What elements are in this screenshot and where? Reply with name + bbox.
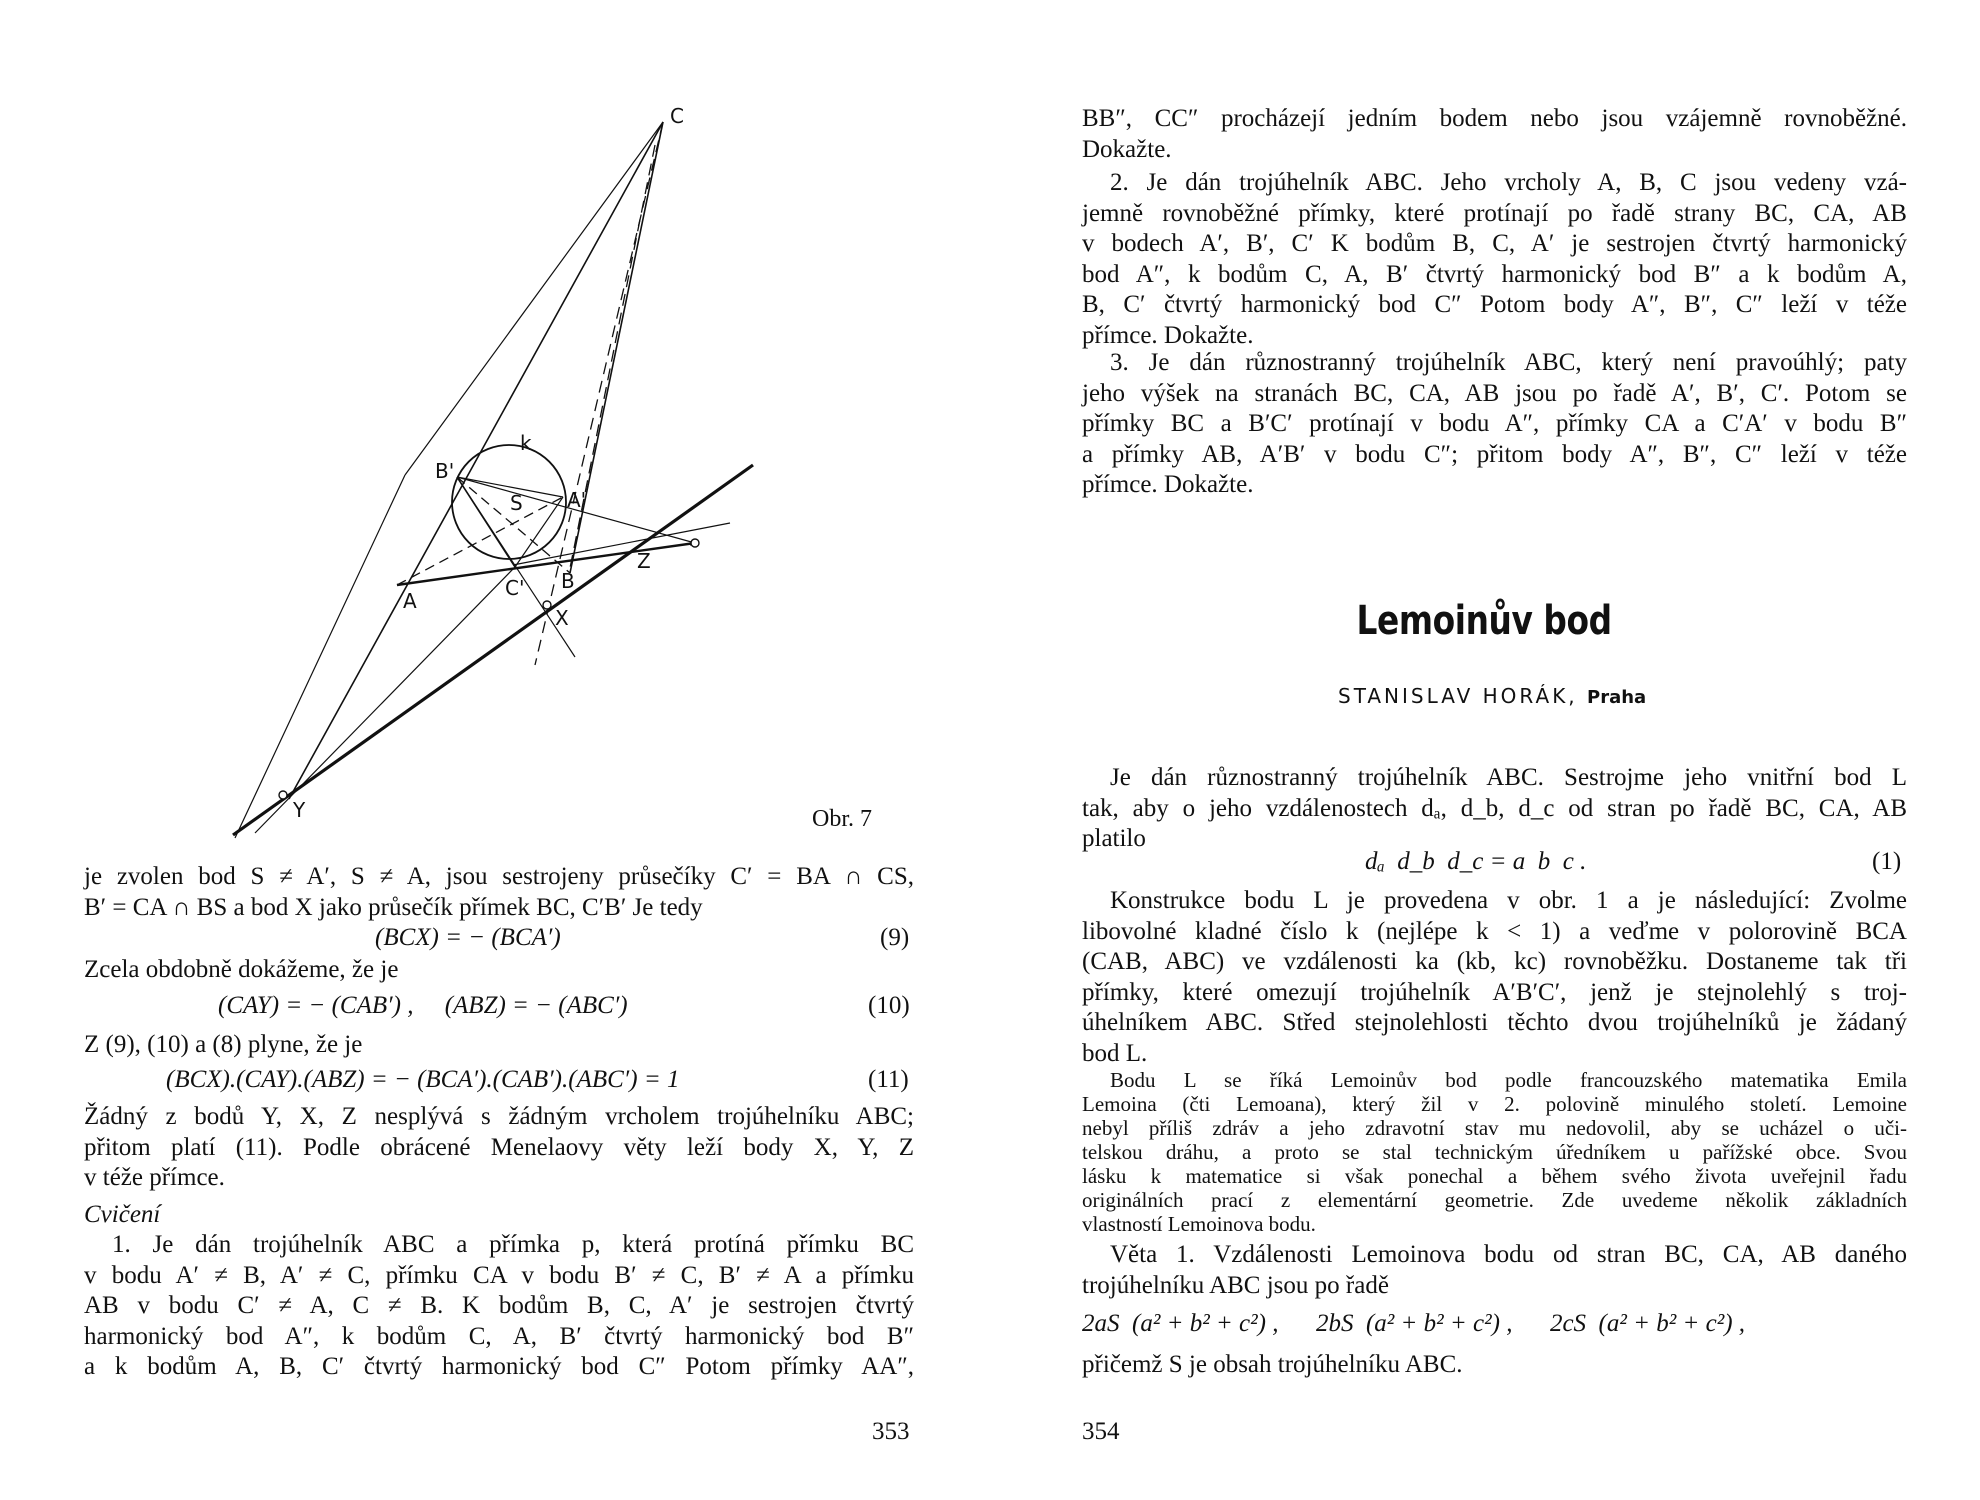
text-line: 1. Je dán trojúhelník ABC a přímka p, která protíná přímku BC (112, 1231, 914, 1258)
paragraph-similarly: Zcela obdobně dokážeme, že je (84, 956, 399, 983)
label-y: Y (293, 798, 306, 822)
author-city: Praha (1587, 687, 1647, 708)
label-c1: C' (505, 576, 525, 600)
label-a: A (403, 589, 417, 613)
page-number: 353 (872, 1418, 910, 1445)
text-line: telskou dráhu, a proto se stal technickým úředníkem u pařížské obce. Svou (1082, 1140, 1907, 1164)
line-yc1 (255, 567, 515, 833)
text-line: harmonický bod A″, k bodům C, A, B′ čtvrtý harmonický bod B″ (84, 1322, 914, 1350)
label-c: C (670, 105, 684, 128)
theorem-tail: přičemž S je obsah trojúhelníku ABC. (1082, 1351, 1463, 1378)
text-line: originálních prací z elementární geometrie. Zde uvedeme několik základních (1082, 1188, 1907, 1212)
equation-9: (BCX) = − (BCA′) (375, 924, 561, 951)
history-paragraph (1082, 1068, 1907, 1236)
text-line: B, C′ čtvrtý harmonický bod C″ Potom body A″, B″, C″ leží v téže (1082, 291, 1907, 318)
equation-1: dₐ d_b d_c = a b c . (1365, 848, 1587, 875)
text-line: vlastností Lemoinova bodu. (1082, 1212, 1316, 1236)
equation-10: (CAY) = − (CAB′) , (ABZ) = − (ABC′) (218, 992, 628, 1019)
text-line: v bodech A′, B′, C′ K bodům B, C, A′ je sestrojen čtvrtý harmonický (1082, 230, 1907, 257)
equation-1-number: (1) (1872, 848, 1902, 875)
text-line: přímce. Dokažte. (1082, 471, 1254, 498)
text-line: jemně rovnoběžné přímky, které protínají po řadě strany BC, CA, AB (1082, 199, 1907, 227)
article-author (1338, 684, 1646, 708)
label-z: Z (637, 549, 651, 573)
text-line: BB″, CC″ procházejí jedním bodem nebo jsou vzájemně rovnoběžné. (1082, 105, 1907, 132)
text-line: 3. Je dán různostranný trojúhelník ABC, který není pravoúhlý; paty (1110, 349, 1907, 376)
exercise-3 (1082, 348, 1907, 501)
label-b: B (561, 569, 575, 593)
text-line: přitom platí (11). Podle obrácené Menelaovy věty leží body X, Y, Z (84, 1133, 914, 1161)
exercise-2 (1082, 168, 1907, 351)
text-line: Bodu L se říká Lemoinův bod podle francouzského matematika Emila (1110, 1068, 1907, 1092)
text-line: a přímky AB, A′B′ v bodu C″; přitom body A″, B″, C″ leží v téže (1082, 440, 1907, 468)
text-line: Konstrukce bodu L je provedena v obr. 1 a je následující: Zvolme (1110, 887, 1907, 914)
geometry-figure (225, 105, 785, 845)
paragraph-follows: Z (9), (10) a (8) plyne, že je (84, 1031, 363, 1058)
text-line: AB v bodu C′ ≠ A, C ≠ B. K bodům B, C, A′ je sestrojen čtvrtý (84, 1292, 914, 1319)
line-cy (289, 122, 663, 799)
author-name: STANISLAV HORÁK, (1338, 684, 1578, 708)
text-line: 2. Je dán trojúhelník ABC. Jeho vrcholy A, B, C jsou vedeny vzá- (1110, 169, 1907, 196)
text-line: přímce. Dokažte. (1082, 321, 1254, 349)
line-ay (235, 475, 405, 838)
label-x: X (555, 606, 569, 630)
line-p (233, 465, 753, 835)
text-line: přímky BC a B′C′ protínají v bodu A″, přímky CA a C′A′ v bodu B″ (1082, 410, 1907, 437)
intro-paragraph (1082, 763, 1907, 855)
label-k: k (520, 431, 532, 455)
label-b1: B' (435, 459, 455, 483)
label-s: S (510, 491, 523, 515)
text-line: v téže přímce. (84, 1164, 225, 1191)
text-line: nebyl příliš zdráv a jeho zdravotní stav mu nedovolil, aby se ucházel o uči- (1082, 1116, 1907, 1140)
text-line: libovolné kladné číslo k (nejlépe k < 1) a veďme v polorovině BCA (1082, 917, 1907, 945)
text-line: Věta 1. Vzdálenosti Lemoinova bodu od stran BC, CA, AB daného (1110, 1241, 1907, 1268)
construction-paragraph (1082, 886, 1907, 1069)
equation-11-number: (11) (868, 1066, 909, 1093)
text-line: Je dán různostranný trojúhelník ABC. Sestrojme jeho vnitřní bod L (1110, 764, 1907, 791)
equation-11: (BCX).(CAY).(ABZ) = − (BCA′).(CAB′).(ABC′) = 1 (166, 1066, 680, 1093)
page-number: 354 (1082, 1418, 1120, 1445)
text-line: Žádný z bodů Y, X, Z nesplývá s žádným vrcholem trojúhelníku ABC; (84, 1103, 914, 1130)
article-title: Lemoinův bod (1356, 598, 1612, 644)
label-a1: A' (567, 488, 587, 512)
text-line: (CAB, ABC) ve vzdálenosti ka (kb, kc) rovnoběžku. Dostaneme tak tři (1082, 948, 1907, 975)
text-line: B′ = CA ∩ BS a bod X jako průsečík přímek BC, C′B′ Je tedy (84, 893, 703, 921)
text-line: v bodu A′ ≠ B, A′ ≠ C, přímku CA v bodu B′ ≠ C, B′ ≠ A a přímku (84, 1261, 914, 1289)
text-line: trojúhelníku ABC jsou po řadě (1082, 1271, 1389, 1299)
text-line: jeho výšek na stranách BC, CA, AB jsou po řadě A′, B′, C′. Potom se (1082, 379, 1907, 407)
right-page (990, 0, 1980, 1500)
theorem-formula: 2aS (a² + b² + c²) , 2bS (a² + b² + c²) , 2cS (a² + b² + c²) , (1082, 1310, 1746, 1337)
paragraph-menelaus (84, 1102, 914, 1194)
exercise-1-continued (1082, 104, 1907, 165)
equation-10-number: (10) (868, 992, 910, 1019)
text-line: Dokažte. (1082, 135, 1172, 163)
equation-9-number: (9) (880, 924, 910, 951)
paragraph-construction (84, 862, 914, 923)
exercise-1 (84, 1230, 914, 1383)
text-line: úhelníkem ABC. Střed stejnolehlosti těchto dvou trojúhelníků je žádaný (1082, 1009, 1907, 1036)
text-line: bod A″, k bodům C, A, B′ čtvrtý harmonický bod B″ a k bodům A, (1082, 260, 1907, 288)
text-line: bod L. (1082, 1039, 1148, 1067)
exercises-heading: Cvičení (84, 1201, 161, 1228)
figure-caption: Obr. 7 (812, 806, 872, 832)
text-line: a k bodům A, B, C′ čtvrtý harmonický bod C″ Potom přímky AA″, (84, 1353, 914, 1380)
text-line: přímky, které omezují trojúhelník A′B′C′, jenž je stejnolehlý s troj- (1082, 978, 1907, 1006)
text-line: Lemoina (čti Lemoana), který žil v 2. polovině minulého století. Lemoine (1082, 1092, 1907, 1116)
theorem-1 (1082, 1240, 1907, 1301)
text-line: je zvolen bod S ≠ A′, S ≠ A, jsou sestrojeny průsečíky C′ = BA ∩ CS, (84, 863, 914, 890)
dashed-aa1 (397, 497, 563, 585)
text-line: platilo (1082, 825, 1146, 852)
text-line: tak, aby o jeho vzdálenostech dₐ, d_b, d_c od stran po řadě BC, CA, AB (1082, 794, 1907, 822)
text-line: lásku k matematice si však ponechal a během svého života uveřejnil řadu (1082, 1164, 1907, 1188)
